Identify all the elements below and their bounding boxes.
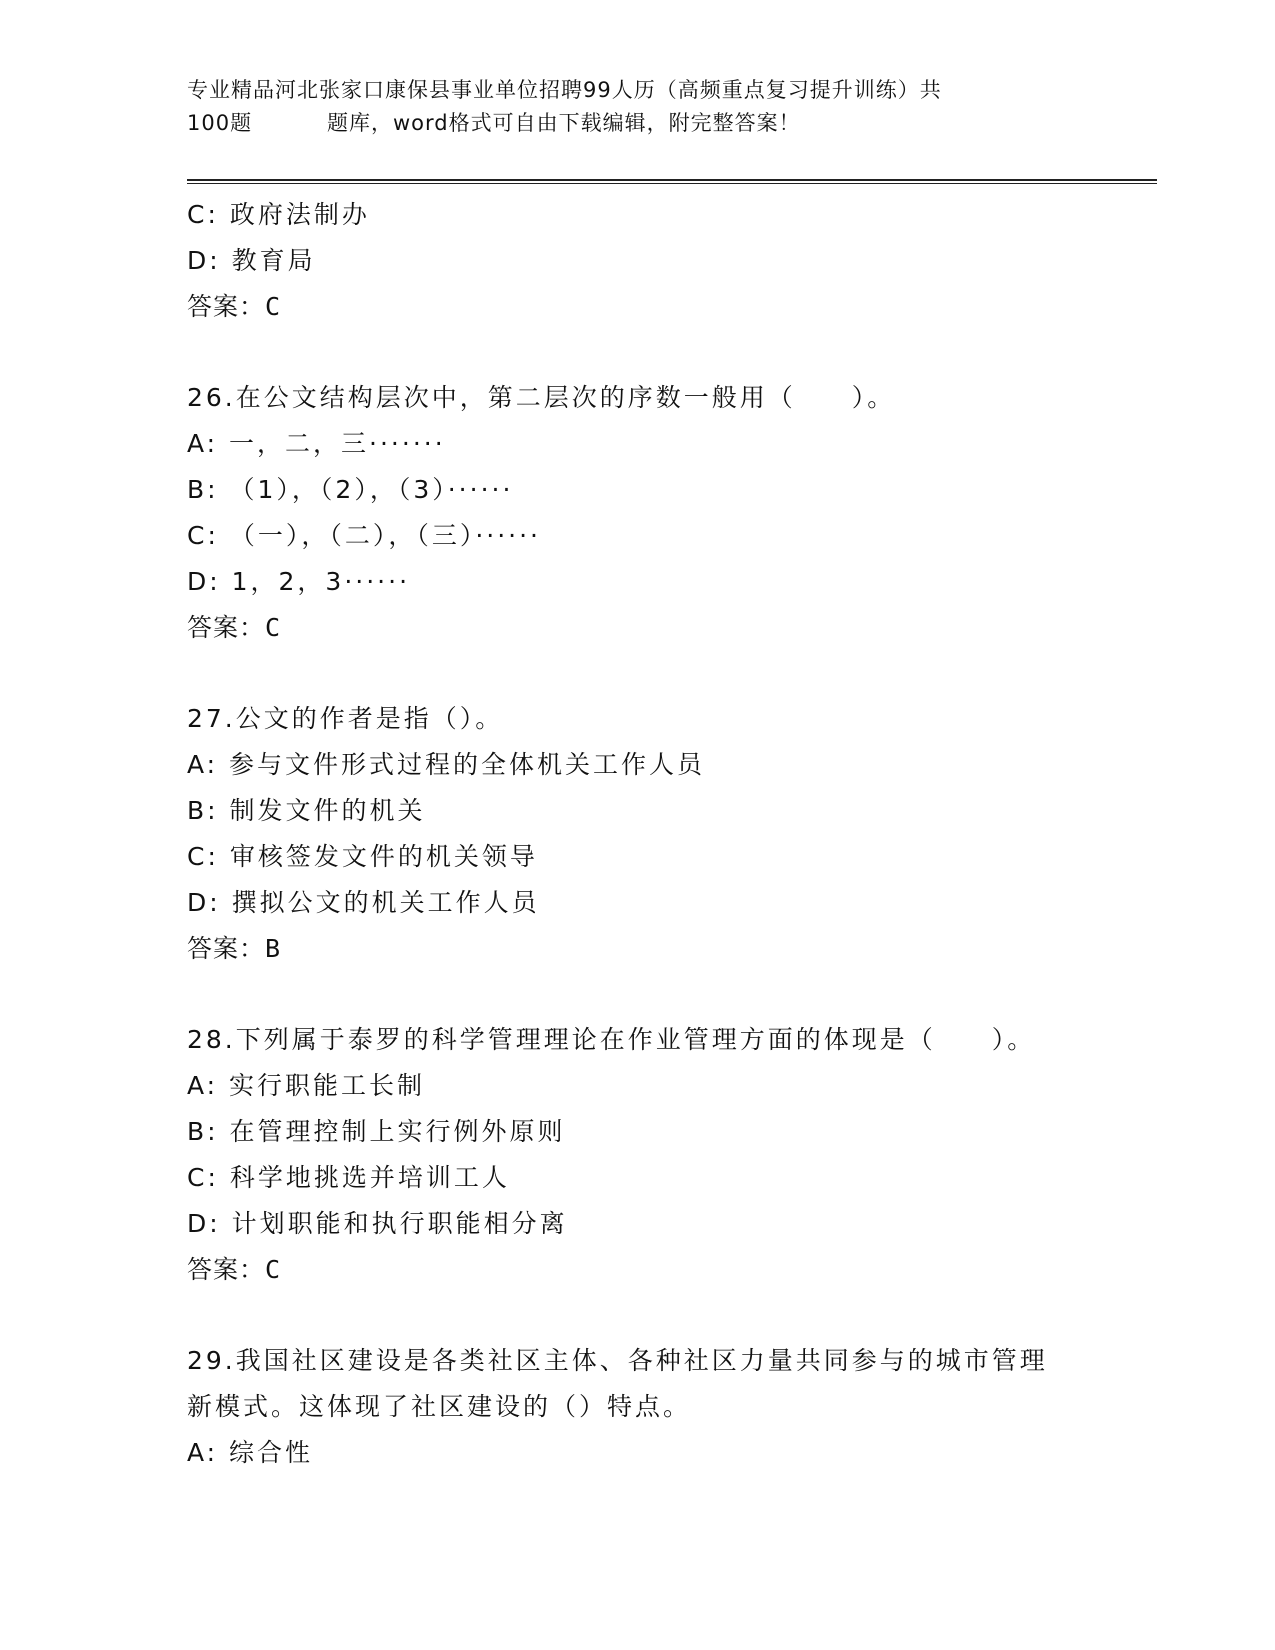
header-title-line1: 专业精品河北张家口康保县事业单位招聘99人历（高频重点复习提升训练）共 — [187, 78, 942, 102]
header-divider-thick — [187, 179, 1157, 181]
q27-option-c: C: 审核签发文件的机关领导 — [187, 842, 538, 871]
answer-value: C — [265, 1255, 282, 1284]
header-divider-thin — [187, 183, 1157, 184]
q26-question: 26.在公文结构层次中，第二层次的序数一般用（ ）。 — [187, 383, 896, 412]
answer-value: C — [265, 613, 282, 642]
answer-label: 答案： — [187, 1255, 266, 1284]
q28-option-b: B: 在管理控制上实行例外原则 — [187, 1117, 566, 1146]
q26-option-a: A: 一，二，三······· — [187, 429, 446, 458]
answer-value: C — [265, 292, 282, 321]
q28-question: 28.下列属于泰罗的科学管理理论在作业管理方面的体现是（ ）。 — [187, 1025, 1036, 1054]
q25-option-c: C: 政府法制办 — [187, 200, 370, 229]
q29-option-a: A: 综合性 — [187, 1438, 314, 1467]
answer-label: 答案： — [187, 292, 266, 321]
q29-question-line1: 29.我国社区建设是各类社区主体、各种社区力量共同参与的城市管理 — [187, 1346, 1048, 1375]
page-header — [187, 74, 1067, 140]
q28-answer — [187, 1247, 1087, 1293]
answer-label: 答案： — [187, 934, 266, 963]
q28-option-a: A: 实行职能工长制 — [187, 1071, 426, 1100]
q27-answer — [187, 926, 1087, 972]
q26-option-c: C: （一），（二），（三）······ — [187, 521, 542, 550]
q28-option-c: C: 科学地挑选并培训工人 — [187, 1163, 510, 1192]
q29-question-line2: 新模式。这体现了社区建设的（）特点。 — [187, 1392, 692, 1421]
header-description: 题库，word格式可自由下载编辑，附完整答案！ — [327, 111, 801, 135]
header-title-line2 — [187, 107, 1067, 140]
answer-value: B — [265, 934, 282, 963]
q26-option-d: D: 1，2，3······ — [187, 567, 411, 596]
answer-label: 答案： — [187, 613, 266, 642]
q26-option-b: B: （1），（2），（3）······ — [187, 475, 514, 504]
question-list — [187, 192, 1087, 1476]
q27-option-b: B: 制发文件的机关 — [187, 796, 426, 825]
q27-option-a: A: 参与文件形式过程的全体机关工作人员 — [187, 750, 706, 779]
header-question-count: 100题 — [187, 111, 253, 135]
q27-option-d: D: 撰拟公文的机关工作人员 — [187, 888, 540, 917]
q26-answer — [187, 605, 1087, 651]
q27-question: 27.公文的作者是指（）。 — [187, 704, 504, 733]
q25-option-d: D: 教育局 — [187, 246, 316, 275]
q25-answer — [187, 284, 1087, 330]
q28-option-d: D: 计划职能和执行职能相分离 — [187, 1209, 568, 1238]
